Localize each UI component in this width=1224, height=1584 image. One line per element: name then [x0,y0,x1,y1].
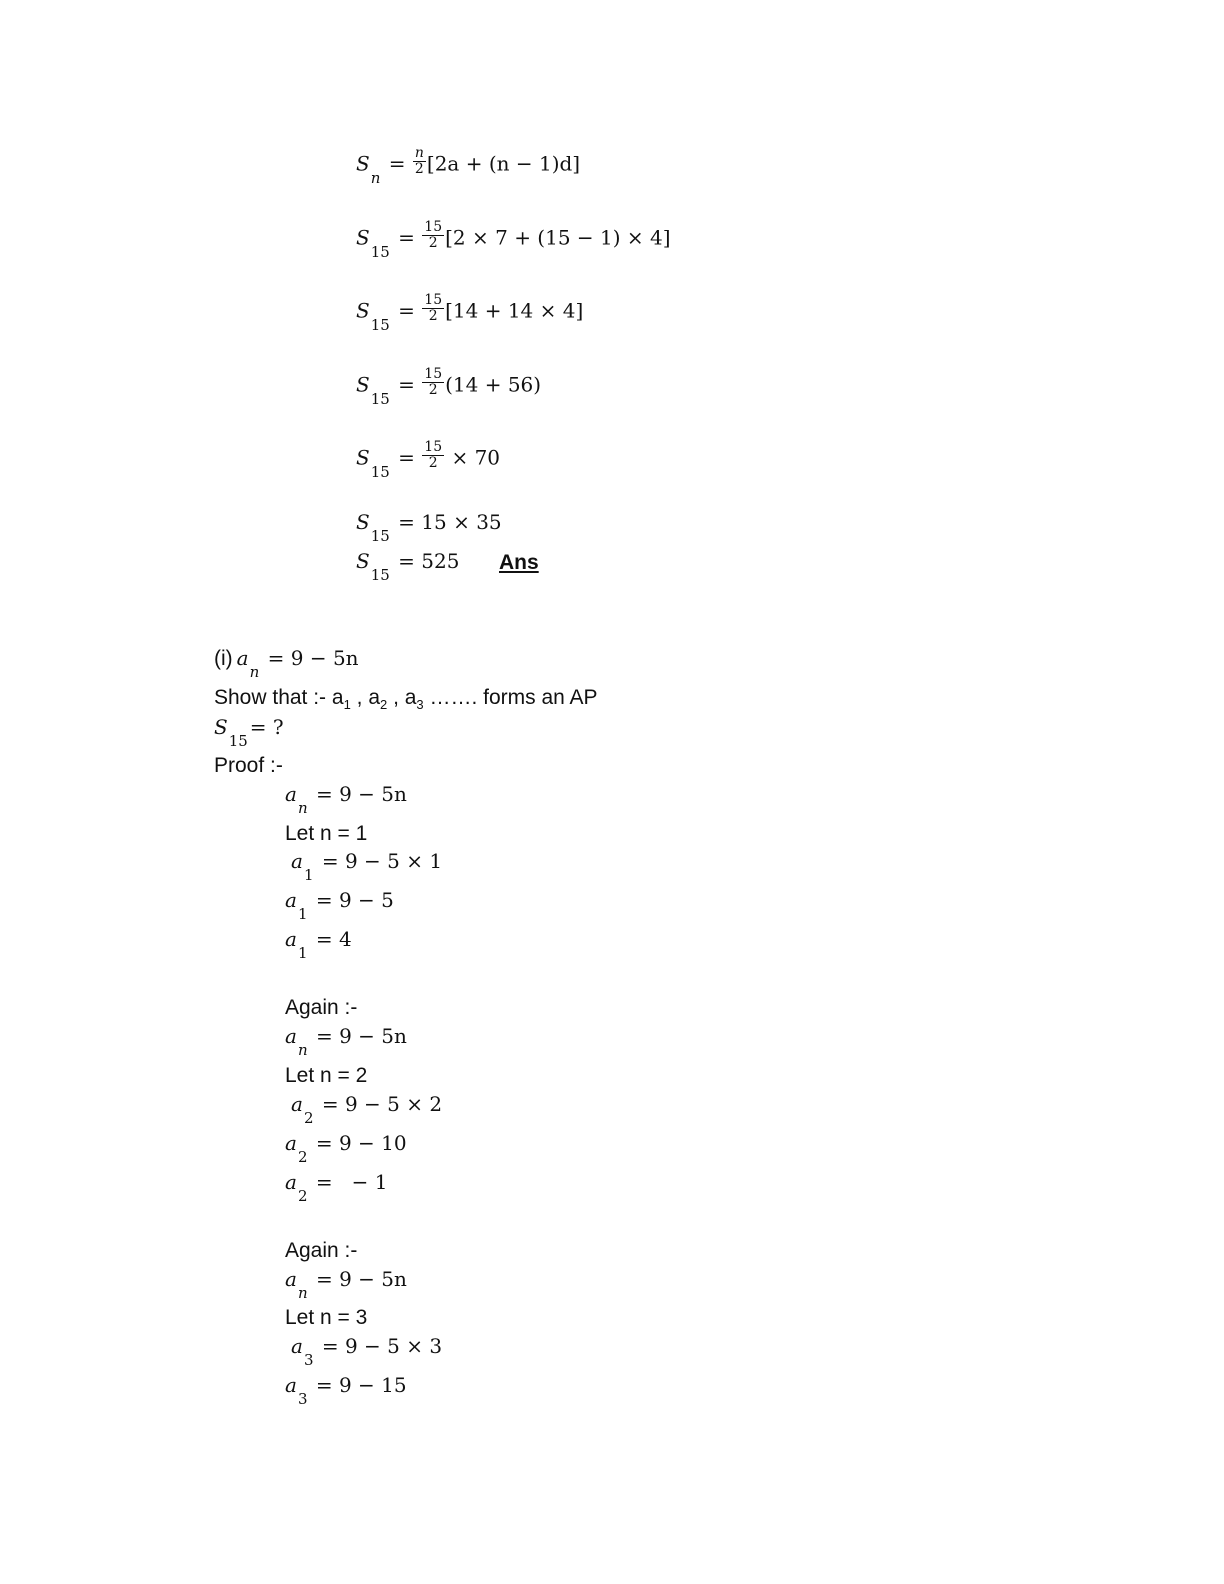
fraction [422,293,444,323]
fraction [422,367,444,397]
symbol-s: S [356,549,370,573]
sum-step-1: $S_{15}$ = $\frac{15}{2}$ [2 × 7 + (15 − 1) × 4] [356,219,671,261]
subscript: 3 [303,1351,314,1369]
a1-step-2 [285,888,394,923]
sum-step-5 [356,510,502,545]
let-n-2: Let n = 2 [285,1064,368,1087]
a2-step-1 [291,1092,443,1127]
numerator: n [414,145,424,161]
fraction [422,440,444,470]
fraction [413,146,426,176]
symbol-a: a [285,782,297,806]
a3-step-2 [285,1373,407,1408]
term-formula [285,1267,407,1302]
symbol-a: a [285,927,297,951]
symbol-s: S [356,510,370,534]
symbol-s: S [356,372,370,397]
expression: (14 + 56) [445,372,542,397]
subscript: n [297,1284,308,1302]
term-formula [285,782,407,817]
text: ……. forms an AP [423,686,598,709]
let-n-1: Let n = 1 [285,822,368,845]
question-number: (i) [214,647,233,670]
let-n-3: Let n = 3 [285,1306,368,1329]
sum-result [356,549,460,584]
expression: = 9 − 5 [315,888,394,912]
expression: = 9 − 15 [315,1373,407,1397]
expression: = 9 − 5n [267,646,359,670]
subscript: 2 [297,1187,308,1205]
symbol-s: S [356,298,370,323]
denominator: 2 [414,160,424,177]
denominator: 2 [428,381,438,398]
symbol-a: a [285,1024,297,1048]
expression: = − 1 [315,1170,388,1194]
again-label-1: Again :- [285,996,358,1019]
subscript: 1 [343,697,351,712]
question-heading [214,646,359,681]
expression: = 525 [398,549,460,573]
a2-step-2 [285,1131,407,1166]
symbol-a: a [291,849,303,873]
subscript: 15 [228,732,248,750]
symbol-a: a [285,1170,297,1194]
expression: = 9 − 10 [315,1131,407,1155]
find-sum [214,715,284,750]
subscript: 15 [370,527,390,545]
a1-result [285,927,352,962]
subscript: 1 [297,905,308,923]
expression: = 4 [315,927,352,951]
subscript: 1 [297,944,308,962]
subscript: 1 [303,866,314,884]
numerator: 15 [424,439,443,455]
term-formula [285,1024,407,1059]
a3-step-1 [291,1334,443,1369]
subscript: 2 [380,697,388,712]
symbol-a: a [291,1092,303,1116]
numerator: 15 [424,366,443,382]
symbol-s: S [356,225,370,250]
subscript: 15 [370,242,390,261]
denominator: 2 [428,234,438,251]
subscript: n [249,663,260,681]
subscript: n [370,168,381,187]
expression: [2a + (n − 1)d] [426,151,581,176]
subscript: 2 [297,1148,308,1166]
symbol-a: a [291,1334,303,1358]
symbol-a: a [285,1267,297,1291]
subscript: 15 [370,389,390,408]
subscript: n [297,1041,308,1059]
symbol-a: a [285,1373,297,1397]
sum-step-3: $S_{15}$ = $\frac{15}{2}$ (14 + 56) [356,366,542,408]
sum-step-4: $S_{15}$ = $\frac{15}{2}$ × 70 [356,439,501,481]
numerator: 15 [424,292,443,308]
expression: = 9 − 5n [315,782,407,806]
text: , a [387,686,417,709]
subscript: 15 [370,566,390,584]
again-label-2: Again :- [285,1239,358,1262]
expression: = 15 × 35 [398,510,502,534]
denominator: 2 [428,307,438,324]
denominator: 2 [428,454,438,471]
symbol-s: S [214,715,228,739]
symbol-a: a [236,646,249,670]
expression: = ? [249,715,284,739]
expression: = 9 − 5 × 1 [321,849,443,873]
subscript: n [297,799,308,817]
sum-step-2: $S_{15}$ = $\frac{15}{2}$ [14 + 14 × 4] [356,292,584,334]
subscript: 3 [297,1390,308,1408]
subscript: 15 [370,462,390,481]
text: , a [350,686,380,709]
expression: × 70 [451,445,501,470]
symbol-s: S [356,445,370,470]
subscript: 3 [416,697,424,712]
fraction [422,220,444,250]
a2-result [285,1170,388,1205]
symbol-s: S [356,151,370,176]
symbol-a: a [285,888,297,912]
expression: [14 + 14 × 4] [445,298,584,323]
numerator: 15 [424,219,443,235]
answer-label: Ans [499,551,539,574]
expression: = 9 − 5n [315,1024,407,1048]
symbol-a: a [285,1131,297,1155]
sum-formula-line: $S_n$ = $\frac{n}{2}$ [2a + (n − 1)d] [356,145,581,187]
expression: = 9 − 5 × 2 [321,1092,443,1116]
expression: = 9 − 5 × 3 [321,1334,443,1358]
subscript: 2 [303,1109,314,1127]
show-that-statement [214,686,598,712]
text: Show that :- a [214,686,344,709]
expression: [2 × 7 + (15 − 1) × 4] [445,225,671,250]
a1-step-1 [291,849,443,884]
expression: = 9 − 5n [315,1267,407,1291]
subscript: 15 [370,315,390,334]
proof-label: Proof :- [214,754,283,777]
